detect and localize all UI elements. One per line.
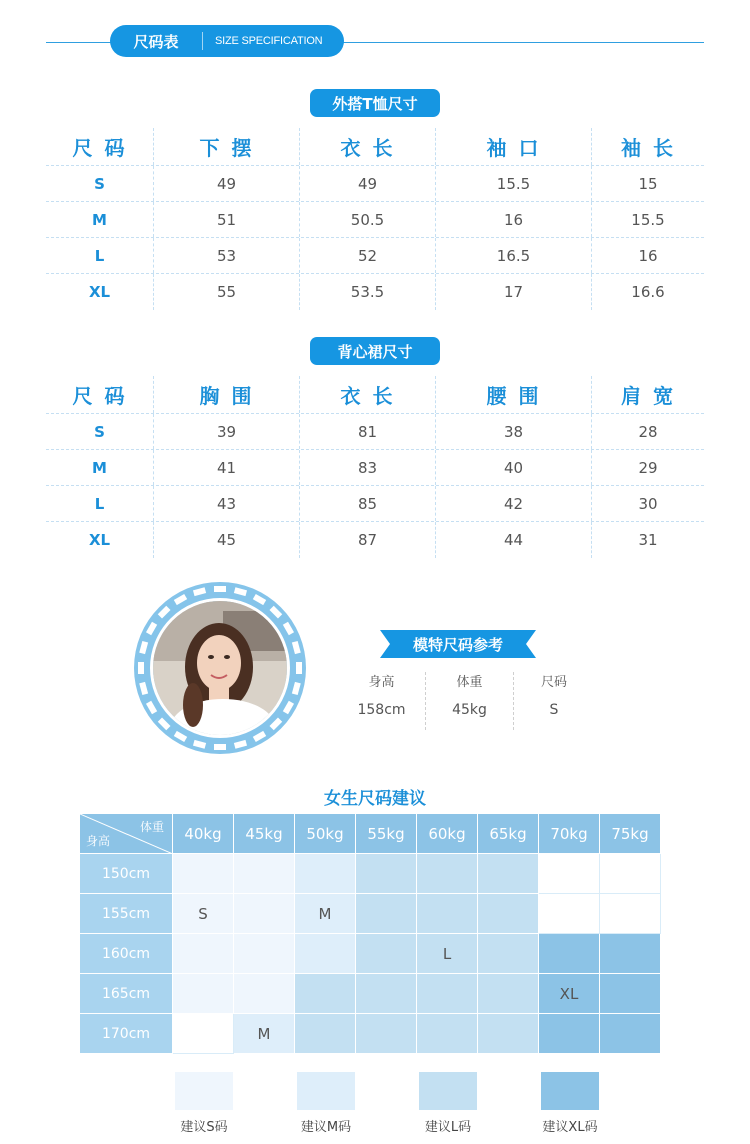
grid-cell [478,974,539,1014]
size-cell: M [46,202,154,237]
weight-header: 45kg [234,814,295,854]
grid-row [80,1014,661,1054]
grid-cell [539,854,600,894]
size-cell: L [46,486,154,521]
value-cell: 15 [638,174,658,193]
value-cell: 30 [638,494,658,513]
recommend-title: 女生尺码建议 [324,789,426,809]
grid-cell [478,854,539,894]
value-cell: 81 [300,414,436,449]
legend-swatch [297,1072,355,1110]
height-header: 160cm [80,934,173,974]
height-header: 155cm [80,894,173,934]
value-cell: 39 [154,414,300,449]
grid-cell [478,894,539,934]
column-header: 尺码 [46,128,154,165]
model-size-value: S [549,702,559,718]
value-cell: 38 [436,414,592,449]
grid-row [80,894,661,934]
weight-header: 75kg [600,814,661,854]
size-chart-banner [110,25,344,57]
value-cell: 85 [300,486,436,521]
grid-cell [478,1014,539,1054]
model-section-title: 模特尺码参考 [412,635,503,654]
legend-swatch [419,1072,477,1110]
height-header: 170cm [80,1014,173,1054]
grid-cell [173,934,234,974]
banner-title: 尺码表 [133,32,179,51]
grid-cell [356,934,417,974]
value-cell: 16 [638,246,658,265]
grid-cell [539,1014,600,1054]
column-header: 腰围 [436,376,592,413]
column-header: 肩宽 [621,384,685,408]
table-row [46,486,704,522]
model-height-label: 身高 [368,675,395,690]
grid-cell [356,894,417,934]
grid-cell [173,854,234,894]
value-cell: 83 [300,450,436,485]
grid-cell [173,974,234,1014]
legend-swatch [175,1072,233,1110]
legend-label: 建议XL码 [542,1120,598,1135]
grid-cell [478,934,539,974]
grid-cell [600,894,661,934]
model-weight-label: 体重 [456,675,483,690]
value-cell: 29 [638,458,658,477]
value-cell: 53 [154,238,300,273]
value-cell: 16.5 [436,238,592,273]
table-header-row [46,128,704,166]
weight-header: 50kg [295,814,356,854]
value-cell: 55 [154,274,300,310]
table-header-row [46,376,704,414]
grid-cell: M [234,1014,295,1054]
table-row [46,238,704,274]
weight-header: 70kg [539,814,600,854]
grid-cell [600,1014,661,1054]
table-row [46,414,704,450]
size-cell: XL [46,522,154,558]
grid-cell [356,854,417,894]
banner-subtitle: SIZE SPECIFICATION [215,35,323,47]
weight-header: 60kg [417,814,478,854]
value-cell: 43 [154,486,300,521]
column-header: 衣长 [300,128,436,165]
tshirt-section-tag: 外搭T恤尺寸 [310,89,440,117]
value-cell: 44 [436,522,592,558]
value-cell: 42 [436,486,592,521]
value-cell: 53.5 [300,274,436,310]
grid-cell [417,854,478,894]
legend-item-xl [530,1072,610,1135]
grid-cell [417,894,478,934]
value-cell: 52 [300,238,436,273]
grid-cell [417,1014,478,1054]
grid-cell: L [417,934,478,974]
grid-cell [234,934,295,974]
grid-cell [173,1014,234,1054]
value-cell: 15.5 [436,166,592,201]
grid-cell [295,854,356,894]
size-cell: L [46,238,154,273]
table-row [46,166,704,202]
weight-header: 55kg [356,814,417,854]
value-cell: 16.6 [631,283,665,301]
weight-header: 65kg [478,814,539,854]
size-cell: XL [46,274,154,310]
value-cell: 41 [154,450,300,485]
grid-row [80,854,661,894]
grid-header-row [80,814,661,854]
grid-row [80,974,661,1014]
size-recommendation-grid [80,814,661,1054]
value-cell: 49 [154,166,300,201]
value-cell: 17 [436,274,592,310]
value-cell: 50.5 [300,202,436,237]
grid-cell: XL [539,974,600,1014]
model-photo [150,598,290,738]
corner-height-label: 身高 [86,834,111,848]
grid-corner-cell [80,814,173,854]
model-weight-value: 45kg [452,702,487,718]
height-header: 150cm [80,854,173,894]
legend-item-m [286,1072,366,1135]
legend-label: 建议L码 [424,1120,472,1135]
size-cell: S [46,414,154,449]
grid-cell [600,974,661,1014]
value-cell: 16 [436,202,592,237]
value-cell: 51 [154,202,300,237]
legend-label: 建议S码 [180,1120,228,1135]
value-cell: 40 [436,450,592,485]
column-header: 尺码 [46,376,154,413]
grid-cell [600,854,661,894]
grid-cell: S [173,894,234,934]
height-header: 165cm [80,974,173,1014]
column-header: 袖长 [621,136,685,160]
value-cell: 15.5 [631,210,665,229]
vest-size-table [46,376,704,558]
legend-item-l [408,1072,488,1135]
grid-cell [295,934,356,974]
grid-cell [234,974,295,1014]
value-cell: 87 [300,522,436,558]
value-cell: 49 [300,166,436,201]
grid-cell [356,974,417,1014]
table-row [46,202,704,238]
column-header: 袖口 [436,128,592,165]
grid-cell [234,854,295,894]
column-header: 胸围 [154,376,300,413]
model-size [514,672,594,730]
size-cell: S [46,166,154,201]
size-cell: M [46,450,154,485]
corner-weight-label: 体重 [139,820,164,834]
legend-swatch [541,1072,599,1110]
tshirt-size-table [46,128,704,310]
value-cell: 45 [154,522,300,558]
value-cell: 28 [638,422,658,441]
model-height [338,672,426,730]
table-row [46,450,704,486]
column-header: 衣长 [300,376,436,413]
legend-item-s [164,1072,244,1135]
grid-cell [417,974,478,1014]
column-header: 下摆 [154,128,300,165]
model-measurements [338,672,594,730]
table-row [46,522,704,558]
grid-cell: M [295,894,356,934]
table-row [46,274,704,310]
weight-header: 40kg [173,814,234,854]
grid-cell [295,1014,356,1054]
model-height-value: 158cm [357,702,406,718]
vest-section-tag: 背心裙尺寸 [310,337,440,365]
grid-row [80,934,661,974]
legend-label: 建议M码 [300,1120,352,1135]
grid-cell [356,1014,417,1054]
model-size-label: 尺码 [540,675,567,690]
value-cell: 31 [638,531,658,549]
grid-cell [539,894,600,934]
grid-cell [295,974,356,1014]
model-weight [426,672,514,730]
grid-cell [539,934,600,974]
grid-cell [234,894,295,934]
grid-cell [600,934,661,974]
